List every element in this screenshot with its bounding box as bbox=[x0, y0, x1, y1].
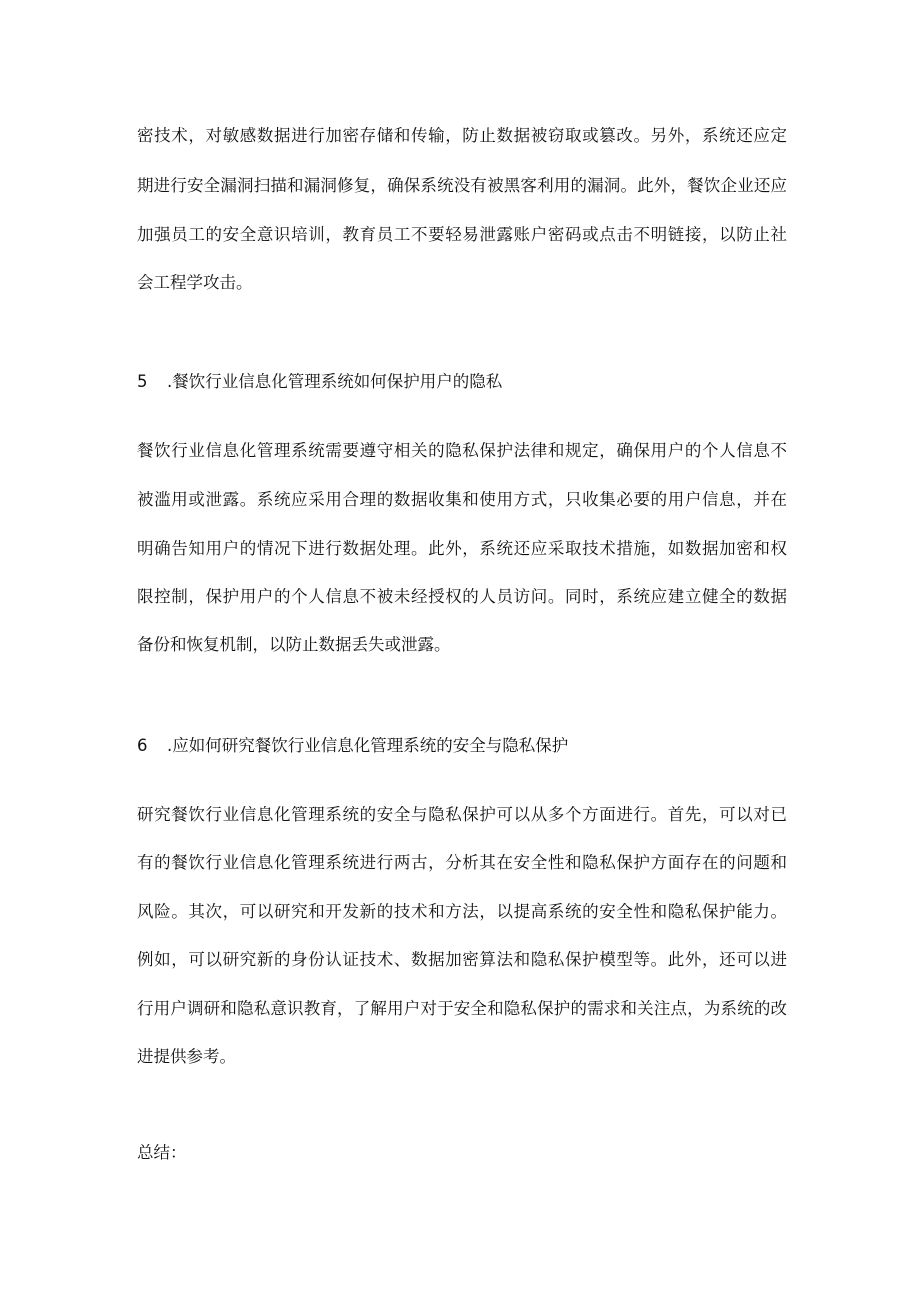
paragraph-line: 加强员工的安全意识培训，教育员工不要轻易泄露账户密码或点击不明链接，以防止社 bbox=[137, 225, 787, 244]
summary-label: 总结： bbox=[137, 1143, 187, 1162]
paragraph-line: 会工程学攻击。 bbox=[137, 273, 253, 292]
section-6-heading bbox=[137, 736, 568, 756]
paragraph-line: 研究餐饮行业信息化管理系统的安全与隐私保护可以从多个方面进行。首先，可以对已 bbox=[137, 805, 787, 824]
paragraph-line: 密技术，对敏感数据进行加密存储和传输，防止数据被窃取或篡改。另外，系统还应定 bbox=[137, 126, 787, 145]
paragraph-line: 被滥用或泄露。系统应采用合理的数据收集和使用方式，只收集必要的用户信息，并在 bbox=[137, 490, 787, 509]
paragraph-line: 餐饮行业信息化管理系统需要遵守相关的隐私保护法律和规定，确保用户的个人信息不 bbox=[137, 441, 787, 460]
section-number: 5 bbox=[137, 372, 148, 391]
paragraph-line: 行用户调研和隐私意识教育，了解用户对于安全和隐私保护的需求和关注点，为系统的改 bbox=[137, 999, 787, 1018]
paragraph-line: 期进行安全漏洞扫描和漏洞修复，确保系统没有被黑客利用的漏洞。此外，餐饮企业还应 bbox=[137, 176, 787, 195]
section-title: .餐饮行业信息化管理系统如何保护用户的隐私 bbox=[167, 372, 503, 391]
paragraph-line: 限控制，保护用户的个人信息不被未经授权的人员访问。同时，系统应建立健全的数据 bbox=[137, 587, 787, 606]
paragraph-line: 备份和恢复机制，以防止数据丢失或泄露。 bbox=[137, 635, 451, 654]
section-5-heading bbox=[137, 372, 502, 392]
section-title: .应如何研究餐饮行业信息化管理系统的安全与隐私保护 bbox=[167, 736, 569, 755]
paragraph-line: 风险。其次，可以研究和开发新的技术和方法，以提高系统的安全性和隐私保护能力。 bbox=[137, 902, 787, 921]
section-number: 6 bbox=[137, 736, 148, 755]
paragraph-line: 有的餐饮行业信息化管理系统进行两古，分析其在安全性和隐私保护方面存在的问题和 bbox=[137, 853, 787, 872]
paragraph-line: 例如，可以研究新的身份认证技术、数据加密算法和隐私保护模型等。此外，还可以进 bbox=[137, 950, 787, 969]
paragraph-line: 进提供参考。 bbox=[137, 1047, 236, 1066]
paragraph-line: 明确告知用户的情况下进行数据处理。此外，系统还应采取技术措施，如数据加密和权 bbox=[137, 539, 787, 558]
